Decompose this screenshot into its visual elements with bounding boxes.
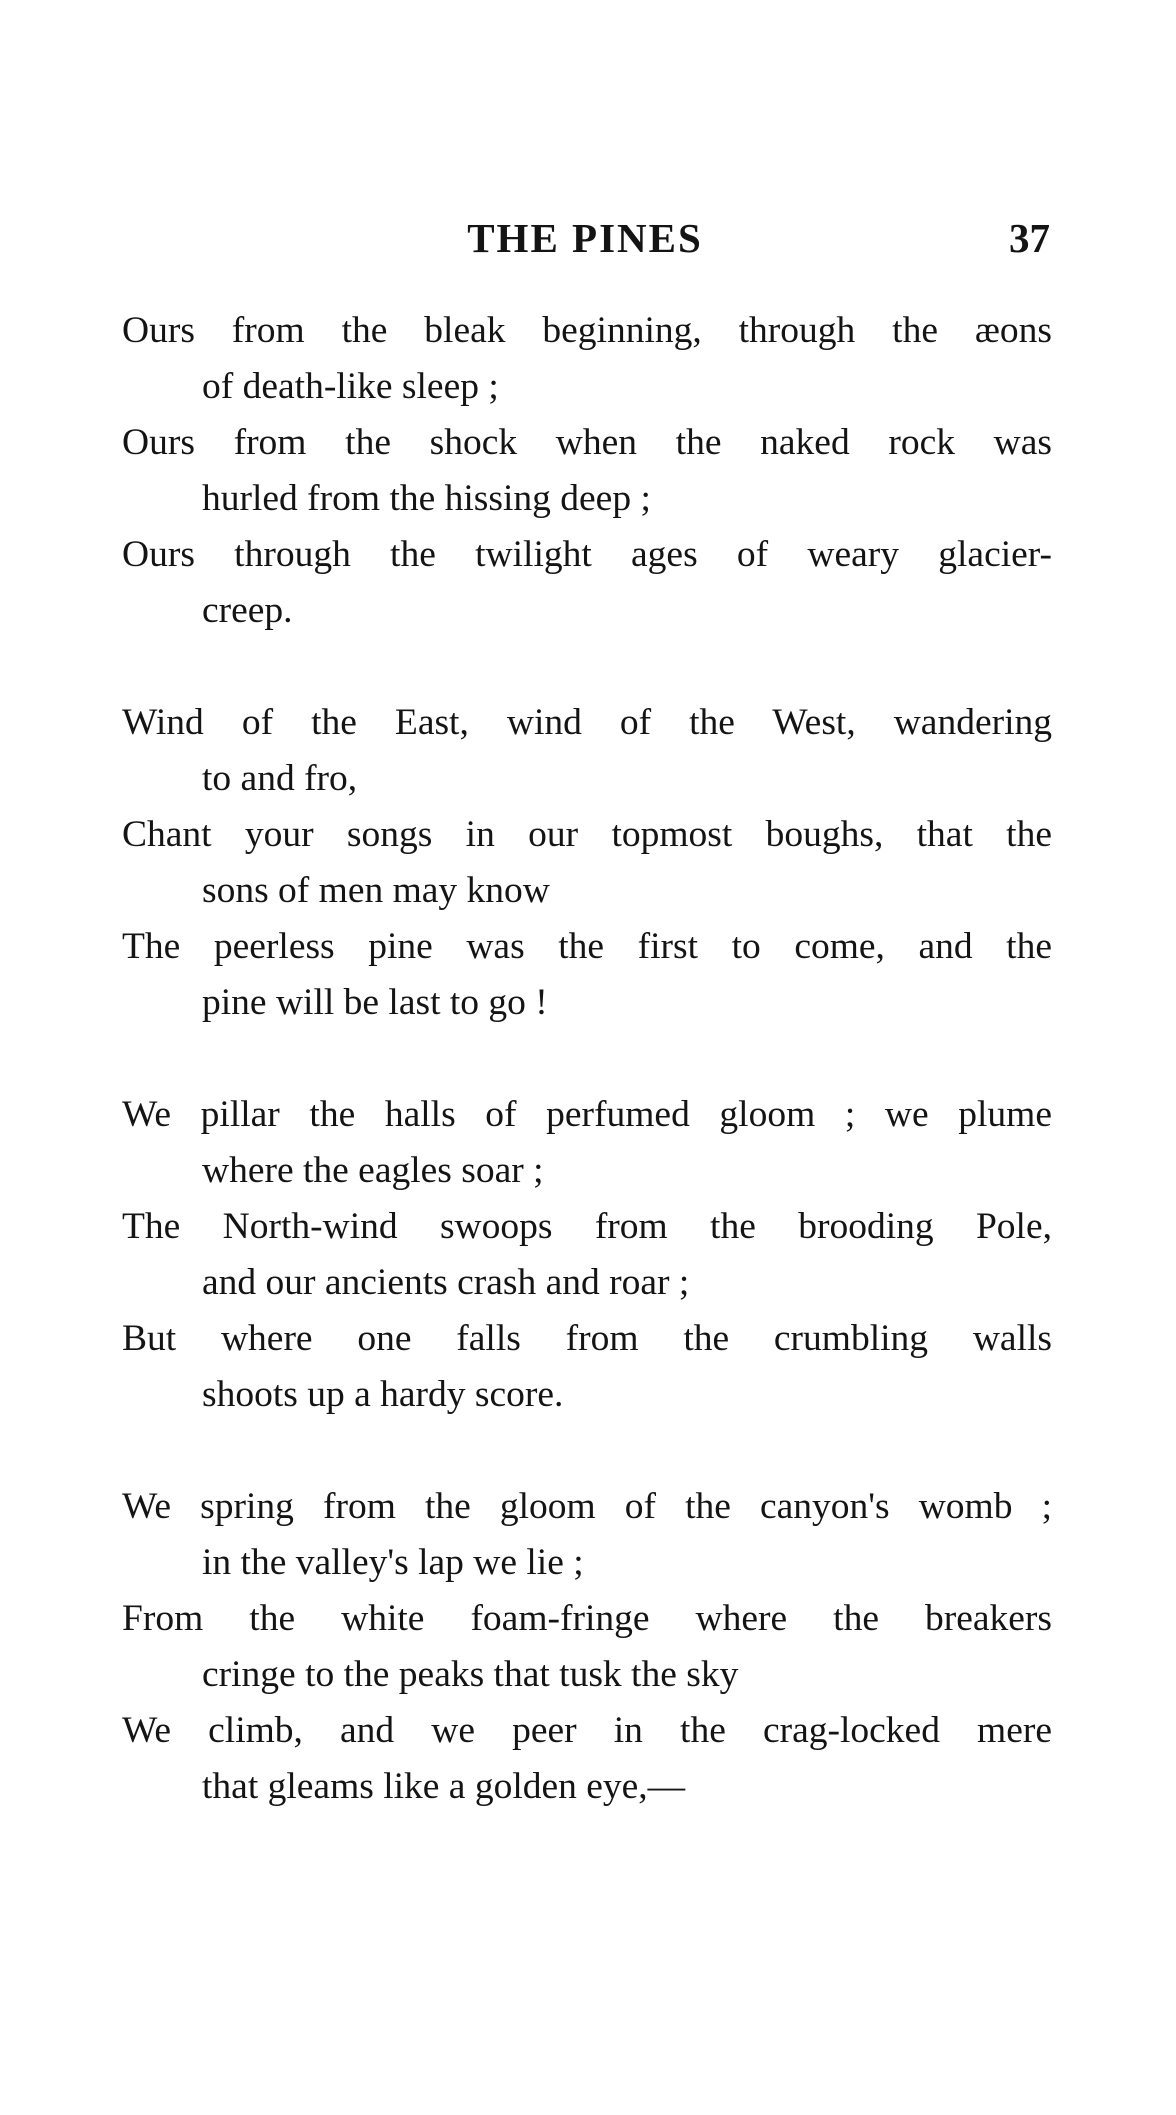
verse-line: From the white foam-fringe where the breakers: [122, 1598, 1052, 1639]
verse-line: Ours through the twilight ages of weary glacier-: [122, 534, 1052, 575]
verse-line: The peerless pine was the first to come, and the: [122, 926, 1052, 967]
running-title: THE PINES: [467, 215, 703, 261]
verse-line: We climb, and we peer in the crag-locked mere: [122, 1710, 1052, 1751]
stanza: [122, 695, 1052, 1031]
verse-line-continuation: in the valley's lap we lie ;: [202, 1542, 584, 1583]
stanza: [122, 1479, 1052, 1815]
verse-line-continuation: to and fro,: [202, 758, 358, 799]
verse: [122, 1703, 1052, 1815]
verse-line: But where one falls from the crumbling walls: [122, 1318, 1052, 1359]
verse-line-continuation: hurled from the hissing deep ;: [202, 478, 651, 519]
verse: [122, 415, 1052, 527]
verse-line: The North-wind swoops from the brooding Pole,: [122, 1206, 1052, 1247]
verse: [122, 1311, 1052, 1423]
verse-line: We pillar the halls of perfumed gloom ; we plume: [122, 1094, 1052, 1135]
verse: [122, 1591, 1052, 1703]
verse-line-continuation: creep.: [202, 590, 293, 631]
verse-line-continuation: shoots up a hardy score.: [202, 1374, 564, 1415]
verse-line-continuation: cringe to the peaks that tusk the sky: [202, 1654, 739, 1695]
poem-body: [122, 303, 1052, 1815]
verse-line-continuation: that gleams like a golden eye,—: [202, 1766, 686, 1807]
verse: [122, 1199, 1052, 1311]
verse: [122, 1087, 1052, 1199]
verse: [122, 1479, 1052, 1591]
verse-line-continuation: of death-like sleep ;: [202, 366, 499, 407]
verse: [122, 303, 1052, 415]
verse: [122, 695, 1052, 807]
verse: [122, 527, 1052, 639]
verse-line: Ours from the bleak beginning, through the æons: [122, 310, 1052, 351]
stanza: [122, 303, 1052, 639]
verse-line-continuation: pine will be last to go !: [202, 982, 548, 1023]
verse-line-continuation: and our ancients crash and roar ;: [202, 1262, 690, 1303]
verse-line: We spring from the gloom of the canyon's womb ;: [122, 1486, 1052, 1527]
verse-line: Ours from the shock when the naked rock was: [122, 422, 1052, 463]
verse-line: Chant your songs in our topmost boughs, that the: [122, 814, 1052, 855]
verse-line-continuation: sons of men may know: [202, 870, 550, 911]
page-header: [120, 208, 1050, 268]
verse-line-continuation: where the eagles soar ;: [202, 1150, 544, 1191]
verse: [122, 807, 1052, 919]
verse-line: Wind of the East, wind of the West, wandering: [122, 702, 1052, 743]
stanza: [122, 1087, 1052, 1423]
verse: [122, 919, 1052, 1031]
page-number: 37: [1009, 215, 1050, 261]
